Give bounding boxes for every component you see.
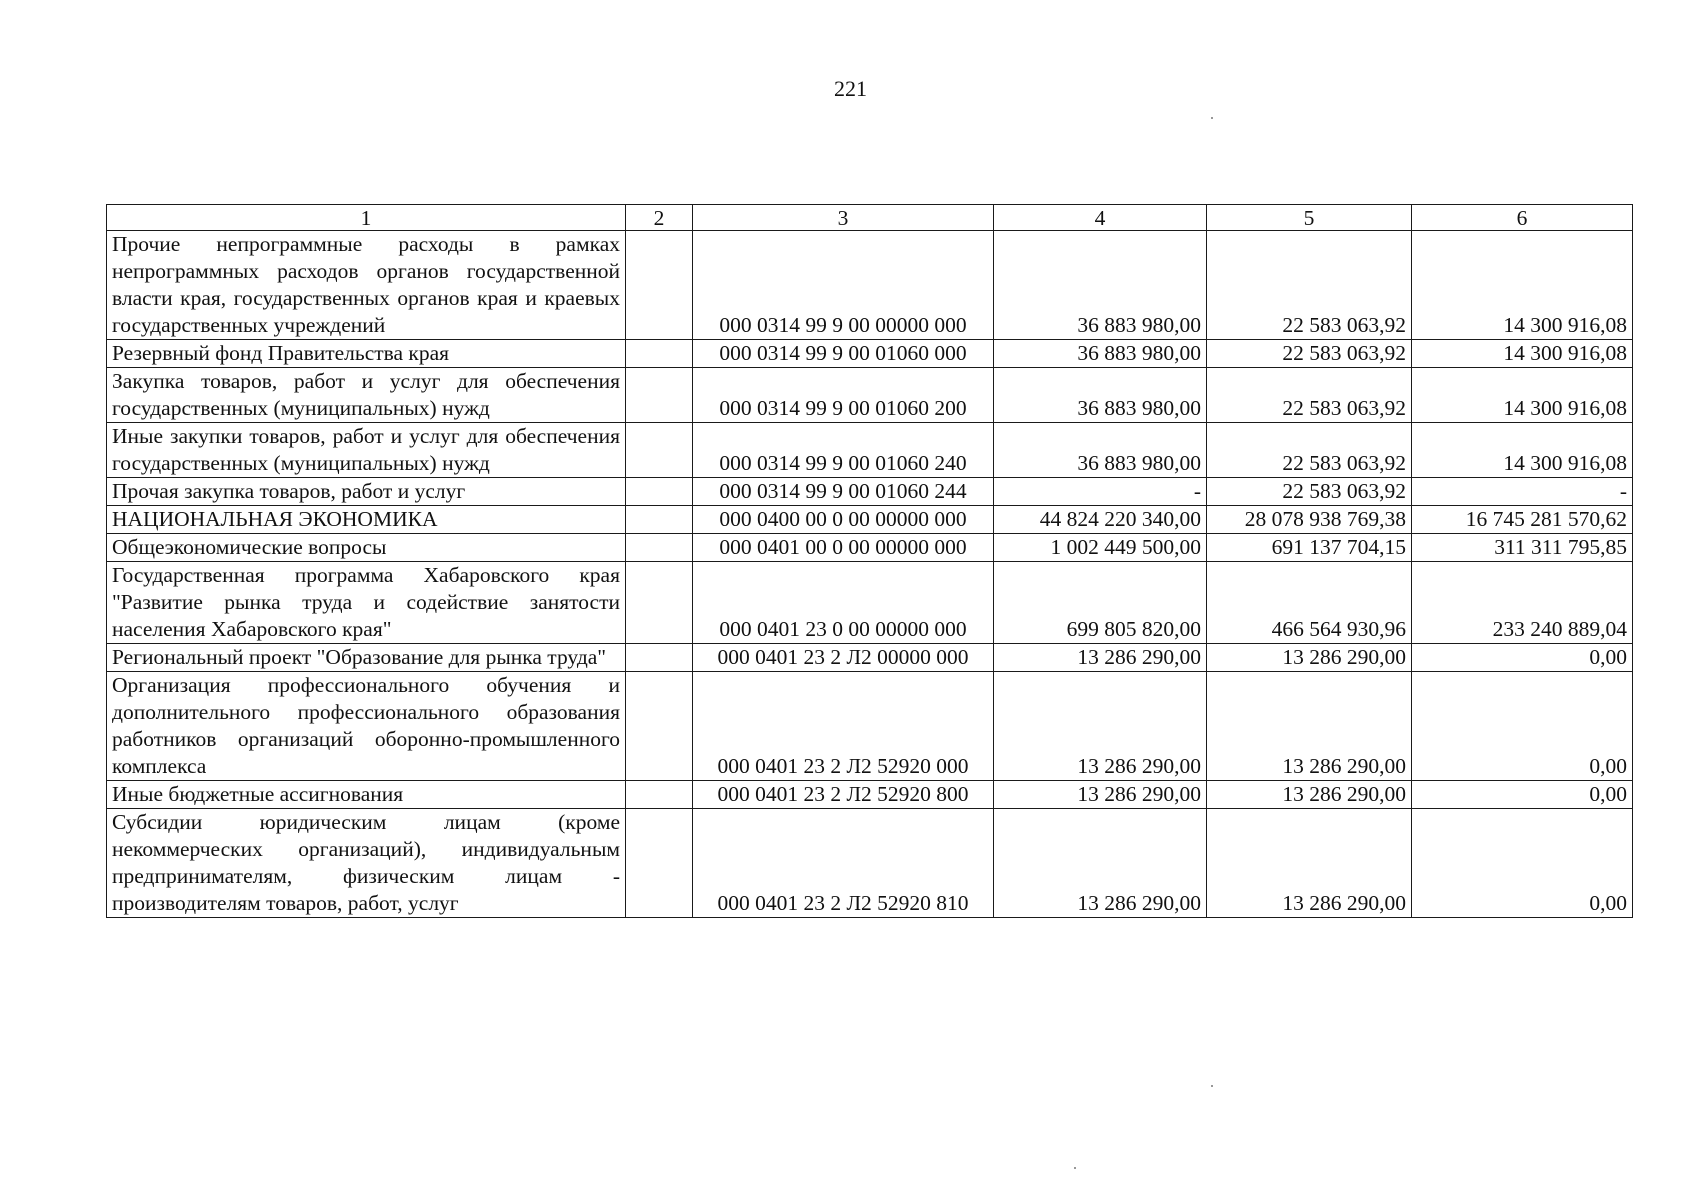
row-amount-6: 14 300 916,08 — [1412, 231, 1633, 340]
row-code: 000 0401 23 2 Л2 52920 000 — [693, 672, 994, 781]
header-col-3: 3 — [693, 205, 994, 231]
row-name: Прочая закупка товаров, работ и услуг — [107, 478, 626, 506]
row-amount-4: 13 286 290,00 — [994, 781, 1207, 809]
row-amount-6: - — [1412, 478, 1633, 506]
table-row — [107, 506, 1633, 534]
scan-speck — [1074, 1167, 1076, 1169]
row-amount-6: 14 300 916,08 — [1412, 368, 1633, 423]
header-col-4: 4 — [994, 205, 1207, 231]
table-row — [107, 644, 1633, 672]
row-amount-4: 44 824 220 340,00 — [994, 506, 1207, 534]
row-col2 — [626, 478, 693, 506]
table-row — [107, 478, 1633, 506]
row-col2 — [626, 423, 693, 478]
row-amount-5: 13 286 290,00 — [1207, 809, 1412, 918]
row-amount-6: 0,00 — [1412, 672, 1633, 781]
row-name: Субсидии юридическим лицам (кроме некоммерческих организаций), индивидуальным предпринимателям, физическим лицам - производителям товаров, работ, услуг — [107, 809, 626, 918]
scan-speck — [1211, 1085, 1213, 1087]
header-col-1: 1 — [107, 205, 626, 231]
row-code: 000 0401 23 2 Л2 52920 800 — [693, 781, 994, 809]
row-amount-5: 22 583 063,92 — [1207, 231, 1412, 340]
page-number: 221 — [834, 76, 867, 101]
row-amount-5: 22 583 063,92 — [1207, 423, 1412, 478]
row-col2 — [626, 506, 693, 534]
row-col2 — [626, 368, 693, 423]
table-row — [107, 368, 1633, 423]
table-row — [107, 340, 1633, 368]
header-col-6: 6 — [1412, 205, 1633, 231]
row-amount-5: 22 583 063,92 — [1207, 340, 1412, 368]
row-name: Закупка товаров, работ и услуг для обеспечения государственных (муниципальных) нужд — [107, 368, 626, 423]
row-col2 — [626, 231, 693, 340]
row-col2 — [626, 562, 693, 644]
header-col-5: 5 — [1207, 205, 1412, 231]
row-amount-6: 311 311 795,85 — [1412, 534, 1633, 562]
row-code: 000 0401 23 2 Л2 00000 000 — [693, 644, 994, 672]
scan-speck — [1211, 117, 1213, 119]
row-col2 — [626, 781, 693, 809]
row-amount-5: 28 078 938 769,38 — [1207, 506, 1412, 534]
row-name: НАЦИОНАЛЬНАЯ ЭКОНОМИКА — [107, 506, 626, 534]
row-col2 — [626, 644, 693, 672]
row-amount-5: 466 564 930,96 — [1207, 562, 1412, 644]
row-amount-6: 14 300 916,08 — [1412, 340, 1633, 368]
row-amount-5: 13 286 290,00 — [1207, 781, 1412, 809]
row-amount-4: 36 883 980,00 — [994, 231, 1207, 340]
row-name: Резервный фонд Правительства края — [107, 340, 626, 368]
row-amount-5: 22 583 063,92 — [1207, 368, 1412, 423]
header-col-2: 2 — [626, 205, 693, 231]
row-name: Организация профессионального обучения и дополнительного профессионального образования работников организаций оборонно-промышленного комплекса — [107, 672, 626, 781]
row-name: Региональный проект "Образование для рынка труда" — [107, 644, 626, 672]
row-amount-4: 13 286 290,00 — [994, 672, 1207, 781]
row-code: 000 0400 00 0 00 00000 000 — [693, 506, 994, 534]
row-amount-6: 16 745 281 570,62 — [1412, 506, 1633, 534]
row-name: Прочие непрограммные расходы в рамках непрограммных расходов органов государственной власти края, государственных органов края и краевых государственных учреждений — [107, 231, 626, 340]
row-col2 — [626, 809, 693, 918]
row-code: 000 0314 99 9 00 01060 244 — [693, 478, 994, 506]
table-row — [107, 809, 1633, 918]
header-row — [107, 205, 1633, 231]
row-code: 000 0401 00 0 00 00000 000 — [693, 534, 994, 562]
row-code: 000 0314 99 9 00 01060 200 — [693, 368, 994, 423]
table-row — [107, 231, 1633, 340]
row-amount-4: 1 002 449 500,00 — [994, 534, 1207, 562]
table-row — [107, 781, 1633, 809]
row-name: Иные бюджетные ассигнования — [107, 781, 626, 809]
row-amount-6: 14 300 916,08 — [1412, 423, 1633, 478]
table-row — [107, 534, 1633, 562]
budget-table — [106, 204, 1633, 918]
row-code: 000 0401 23 2 Л2 52920 810 — [693, 809, 994, 918]
row-amount-4: 13 286 290,00 — [994, 809, 1207, 918]
row-amount-4: - — [994, 478, 1207, 506]
row-amount-5: 13 286 290,00 — [1207, 644, 1412, 672]
row-name: Общеэкономические вопросы — [107, 534, 626, 562]
row-col2 — [626, 340, 693, 368]
row-col2 — [626, 672, 693, 781]
row-code: 000 0314 99 9 00 00000 000 — [693, 231, 994, 340]
row-name: Иные закупки товаров, работ и услуг для обеспечения государственных (муниципальных) нужд — [107, 423, 626, 478]
row-amount-4: 36 883 980,00 — [994, 423, 1207, 478]
row-amount-6: 233 240 889,04 — [1412, 562, 1633, 644]
row-amount-4: 13 286 290,00 — [994, 644, 1207, 672]
table-row — [107, 423, 1633, 478]
row-amount-5: 13 286 290,00 — [1207, 672, 1412, 781]
row-amount-5: 691 137 704,15 — [1207, 534, 1412, 562]
row-amount-6: 0,00 — [1412, 809, 1633, 918]
row-name: Государственная программа Хабаровского края "Развитие рынка труда и содействие занятости населения Хабаровского края" — [107, 562, 626, 644]
row-code: 000 0401 23 0 00 00000 000 — [693, 562, 994, 644]
row-code: 000 0314 99 9 00 01060 240 — [693, 423, 994, 478]
row-amount-4: 36 883 980,00 — [994, 340, 1207, 368]
row-code: 000 0314 99 9 00 01060 000 — [693, 340, 994, 368]
row-amount-6: 0,00 — [1412, 644, 1633, 672]
table-row — [107, 562, 1633, 644]
row-amount-5: 22 583 063,92 — [1207, 478, 1412, 506]
row-amount-6: 0,00 — [1412, 781, 1633, 809]
row-col2 — [626, 534, 693, 562]
row-amount-4: 699 805 820,00 — [994, 562, 1207, 644]
row-amount-4: 36 883 980,00 — [994, 368, 1207, 423]
table-row — [107, 672, 1633, 781]
